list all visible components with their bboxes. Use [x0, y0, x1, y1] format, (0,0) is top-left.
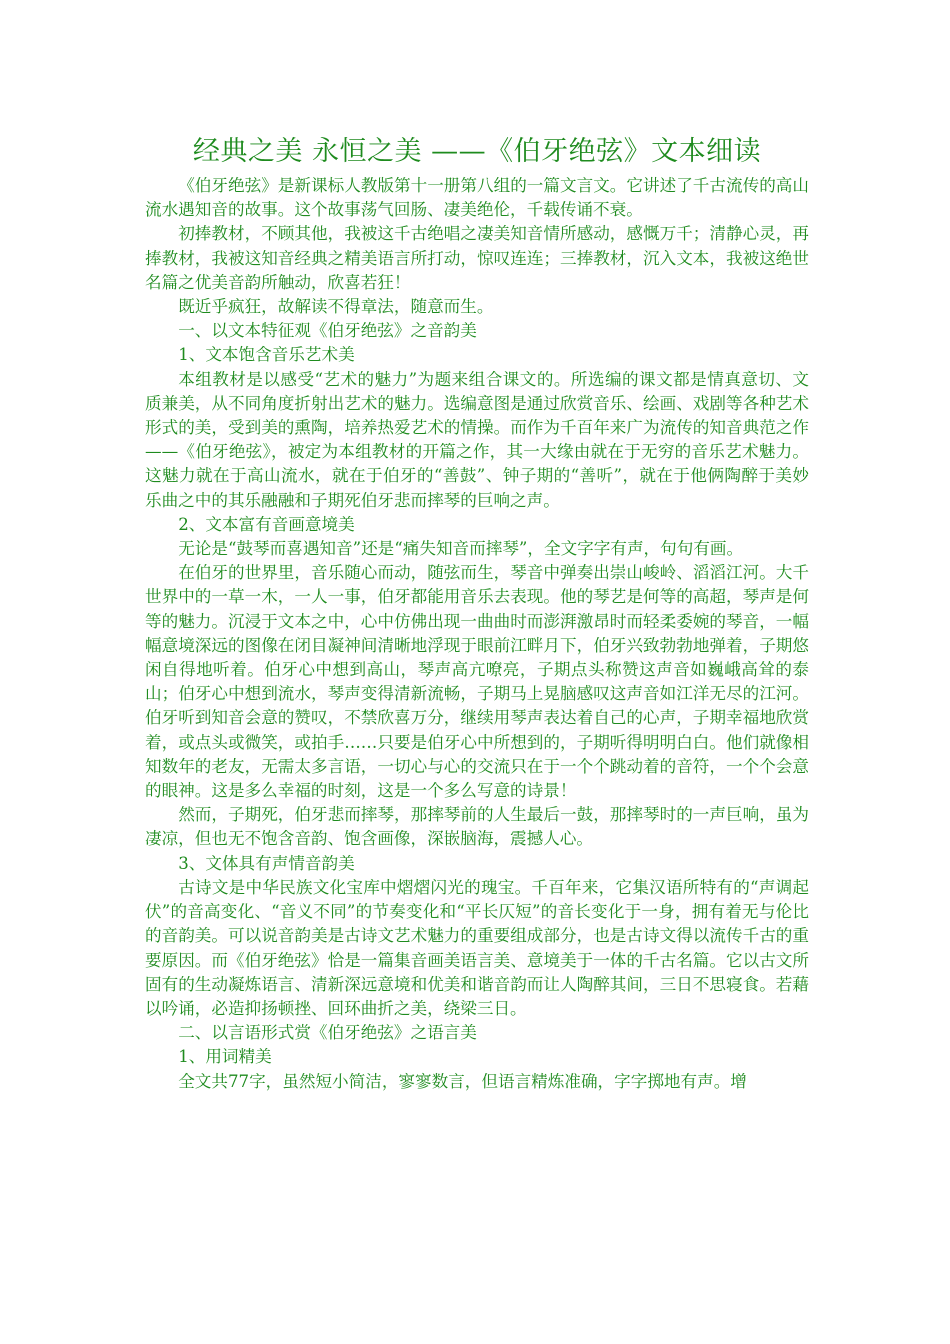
paragraph: 古诗文是中华民族文化宝库中熠熠闪光的瑰宝。千百年来，它集汉语所特有的“声调起伏”的音高变化、“音义不同”的节奏变化和“平长仄短”的音长变化于一身，拥有着无与伦比的音韵美。可以说音韵美是古诗文艺术魅力的重要组成部分，也是古诗文得以流传千古的重要原因。而《伯牙绝弦》恰是一篇集音画美语言美、意境美于一体的千古名篇。它以古文所固有的生动凝炼语言、清新深远意境和优美和谐音韵而让人陶醉其间，三日不思寝食。若藉以吟诵，必造抑扬顿挫、回环曲折之美，绕梁三日。: [145, 877, 809, 1018]
paragraph: 然而，子期死，伯牙悲而摔琴，那摔琴前的人生最后一鼓，那摔琴时的一声巨响，虽为凄凉，但也无不饱含音韵、饱含画像，深嵌脑海，震撼人心。: [145, 805, 809, 849]
paragraph: 无论是“鼓琴而喜遇知音”还是“痛失知音而摔琴”，全文字字有声，句句有画。: [178, 539, 744, 559]
paragraph: 本组教材是以感受“艺术的魅力”为题来组合课文的。所选编的课文都是情真意切、文质兼美，从不同角度折射出艺术的魅力。选编意图是通过欣赏音乐、绘画、戏剧等各种艺术形式的美，受到美的熏陶，培养热爱艺术的情操。而作为千百年来广为流传的知音典范之作——《伯牙绝弦》，被定为本组教材的开篇之作，其一大缘由就在于无穷的音乐艺术魅力。这魅力就在于高山流水，就在于伯牙的“善鼓”、钟子期的“善听”，就在于他俩陶醉于美妙乐曲之中的其乐融融和子期死伯牙悲而摔琴的巨响之声。: [145, 369, 809, 510]
section-heading: 一、以文本特征观《伯牙绝弦》之音韵美: [178, 321, 477, 341]
paragraph: 《伯牙绝弦》是新课标人教版第十一册第八组的一篇文言文。它讲述了千古流传的高山流水遇知音的故事。这个故事荡气回肠、凄美绝伦，千载传诵不衰。: [145, 176, 809, 220]
paragraph: 全文共77字，虽然短小简洁，寥寥数言，但语言精炼准确，字字掷地有声。增: [178, 1071, 747, 1091]
subsection-heading: 2、文本富有音画意境美: [178, 514, 355, 534]
paragraph: 既近乎疯狂，故解读不得章法，随意而生。: [178, 297, 494, 317]
subsection-heading: 1、用词精美: [178, 1047, 272, 1067]
paragraph: 在伯牙的世界里，音乐随心而动，随弦而生，琴音中弹奏出崇山峻岭、滔滔江河。大千世界中的一草一木，一人一事，伯牙都能用音乐去表现。他的琴艺是何等的高超，琴声是何等的魅力。沉浸于文本之中，心中仿佛出现一曲曲时而澎湃激昂时而轻柔委婉的琴音，一幅幅意境深远的图像在闭目凝神间清晰地浮现于眼前江畔月下，伯牙兴致勃勃地弹着，子期悠闲自得地听着。伯牙心中想到高山，琴声高亢嘹亮，子期点头称赞这声音如巍峨高耸的泰山；伯牙心中想到流水，琴声变得清新流畅，子期马上晃脑感叹这声音如江洋无尽的江河。伯牙听到知音会意的赞叹，不禁欣喜万分，继续用琴声表达着自己的心声，子期幸福地欣赏着，或点头或微笑，或拍手……只要是伯牙心中所想到的，子期听得明明白白。他们就像相知数年的老友，无需太多言语，一切心与心的交流只在于一个个跳动着的音符，一个个会意的眼神。这是多么幸福的时刻，这是一个多么写意的诗景！: [145, 563, 809, 801]
subsection-heading: 3、文体具有声情音韵美: [178, 853, 355, 873]
section-heading: 二、以言语形式赏《伯牙绝弦》之语言美: [178, 1023, 477, 1043]
document-body: [145, 174, 809, 1094]
paragraph: 初捧教材，不顾其他，我被这千古绝唱之凄美知音情所感动，感慨万千；清静心灵，再捧教材，我被这知音经典之精美语言所打动，惊叹连连；三捧教材，沉入文本，我被这绝世名篇之优美音韵所触动，欣喜若狂！: [145, 224, 809, 292]
document-title: 经典之美 永恒之美 ——《伯牙绝弦》文本细读: [192, 136, 762, 167]
subsection-heading: 1、文本饱含音乐艺术美: [178, 345, 355, 365]
